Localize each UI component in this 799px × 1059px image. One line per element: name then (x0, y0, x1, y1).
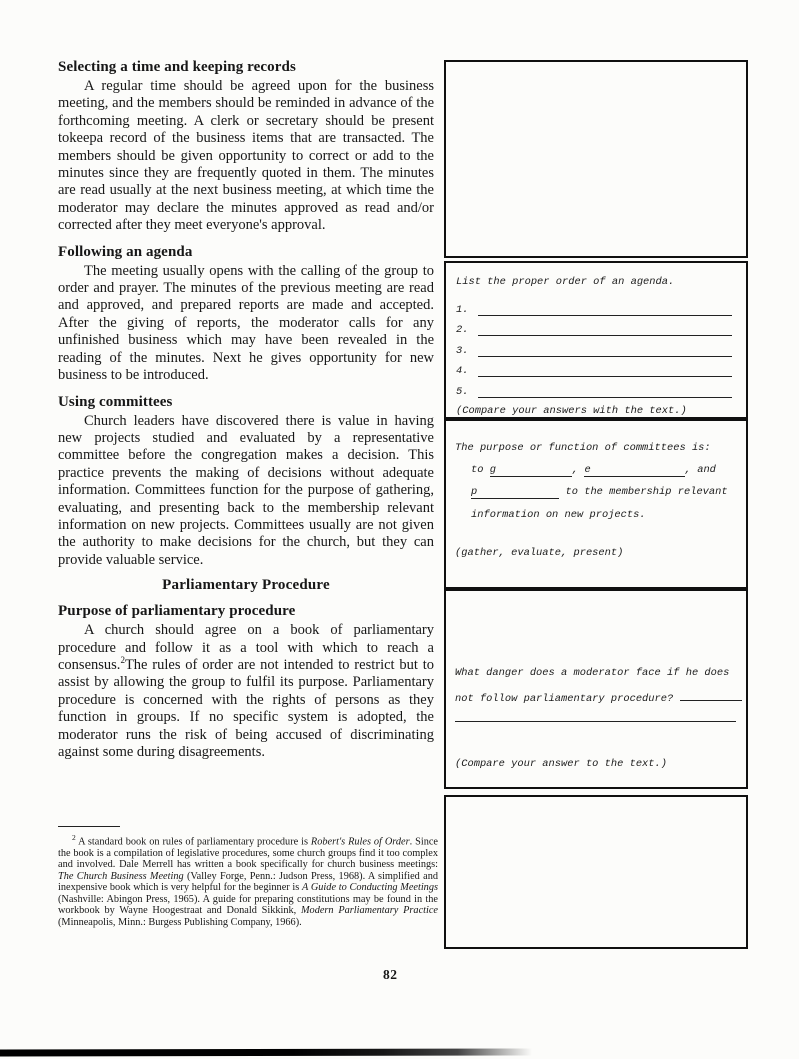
committee-text: , (571, 463, 579, 476)
committee-text: to the membership relevant (565, 486, 728, 498)
purpose-text-after-ref: The rules of order are not intended to restrict but to assist by allowing the group to fulfil its purpose. Parliamentary procedure is concerned with the rights of persons as they function in groups. If no specific system is adopted, the moderator runs the risk of being accused of discriminating against some during disagreements. (58, 656, 434, 760)
footnote-segment: (Valley Forge, Penn.: Judson Press, 1968). A simplified and inexpensive book which is very helpful for the beginner is (58, 870, 438, 894)
agenda-item-number: 2. (456, 324, 469, 336)
agenda-compare-note: (Compare your answers with the text.) (456, 404, 687, 417)
footnote-separator-rule (58, 826, 120, 827)
footnote-segment: (Minneapolis, Minn.: Burgess Publishing Company, 1966). (58, 916, 302, 928)
committee-closing-line: information on new projects. (471, 508, 646, 521)
footnote-book-title: A Guide to Conducting Meetings (302, 882, 438, 894)
section-heading-using-committees: Using committees (58, 393, 173, 410)
footnote-segment: (Nashville: Abingon Press, 1965). A guide for preparing constitutions may be found in the workbook by Wayne Hoogestraat and Donald Sikkink, (58, 893, 438, 917)
footnote-block (58, 826, 438, 928)
section-heading-purpose: Purpose of parliamentary procedure (58, 603, 296, 620)
footnote-segment: . Since the book is a compilation of legislative procedures, some church groups find it too complex and involved. Dale Merrell has written a book specifically for church business meetings: (58, 836, 439, 871)
agenda-item-row (456, 316, 734, 337)
agenda-item-number: 4. (456, 365, 469, 377)
agenda-item-number: 1. (456, 303, 469, 316)
committee-intro-line: The purpose or function of committees is: (455, 442, 711, 454)
worksheet-column (444, 60, 748, 949)
agenda-blank-line (478, 384, 732, 398)
committee-purpose-box (444, 419, 748, 589)
agenda-blank-line (478, 343, 732, 357)
agenda-order-box (444, 261, 748, 419)
section-body-selecting-time: A regular time should be agreed upon for the business meeting, and the members should be reminded in advance of the forthcoming meeting. A clerk or secretary should be present tokeepa record of the business items that are transacted. The members should be given opportunity to correct or add to the minutes since they are frequently quoted in them. The minutes are read usually at the next business meeting, at which time the moderator may declare the minutes approved as read and/or corrected after they meet everyone's approval. (58, 78, 434, 234)
agenda-blank-line (478, 363, 732, 377)
agenda-blank-line (478, 322, 732, 336)
footnote-marker: 2 (72, 833, 76, 842)
agenda-item-row (456, 336, 734, 357)
committee-blanks-line-2 (471, 486, 736, 499)
question-text: not follow parliamentary procedure? (455, 693, 674, 705)
part-heading-parliamentary-procedure: Parliamentary Procedure (162, 577, 330, 594)
committee-blanks-line-1 (471, 464, 736, 477)
moderator-compare-note: (Compare your answer to the text.) (455, 758, 668, 770)
committee-text: to (471, 463, 484, 476)
section-heading-following-agenda: Following an agenda (58, 243, 193, 260)
empty-answer-box-top (444, 60, 748, 258)
fill-in-blank-gather: g (490, 464, 572, 477)
answer-blank-short (680, 689, 742, 701)
agenda-item-number: 3. (456, 344, 469, 357)
agenda-item-row (456, 377, 734, 398)
agenda-prompt: List the proper order of an agenda. (456, 276, 675, 288)
agenda-blank-line (478, 302, 732, 316)
moderator-question-box (444, 589, 748, 789)
question-line-2 (455, 689, 736, 705)
footnote-book-title: Robert's Rules of Order (310, 836, 410, 848)
scan-artifact-bar (0, 1048, 532, 1056)
footnote-book-title: The Church Business Meeting (58, 870, 184, 882)
purpose-text-before-ref: A church should agree on a book of parliamentary procedure and follow it as a tool with which to reach a consensus. (58, 622, 434, 673)
agenda-item-row (456, 295, 734, 316)
section-heading-selecting-time: Selecting a time and keeping records (58, 59, 296, 75)
footnote-reference-mark: 2 (120, 655, 125, 666)
answer-blank-long (455, 721, 736, 722)
article-column (58, 58, 434, 769)
footnote-book-title: Modern Parliamentary Practice (300, 905, 438, 917)
fill-in-blank-evaluate: e (584, 464, 684, 477)
footnote-text (58, 832, 438, 928)
question-line-1: What danger does a moderator face if he does (455, 667, 730, 679)
agenda-item-row (456, 357, 734, 378)
fill-in-blank-present: p (471, 486, 559, 499)
empty-answer-box-bottom (444, 795, 748, 949)
section-body-using-committees: Church leaders have discovered there is value in having new projects studied and evaluated by a representative committee before the congregation makes a decision. This practice prevents the making of decisions without adequate information. Committees function for the purpose of gathering, evaluating, and presenting back to the membership relevant information on new projects. Committees usually are not given the authority to make decisions for the church, but they can provide valuable service. (58, 412, 434, 568)
footnote-segment: A standard book on rules of parliamentary procedure is (78, 836, 311, 848)
page-number: 82 (383, 967, 398, 982)
committee-answer-key: (gather, evaluate, present) (455, 546, 624, 559)
committee-text: , and (684, 463, 716, 476)
section-body-purpose (58, 622, 434, 761)
agenda-item-number: 5. (456, 385, 469, 398)
section-body-following-agenda: The meeting usually opens with the calling of the group to order and prayer. The minutes of the previous meeting are read and approved, and prepared reports are made and accepted. After the giving of reports, the moderator calls for any unfinished business which may have been revealed in the reading of the minutes. Next he gives opportunity for new business to be introduced. (58, 262, 434, 384)
